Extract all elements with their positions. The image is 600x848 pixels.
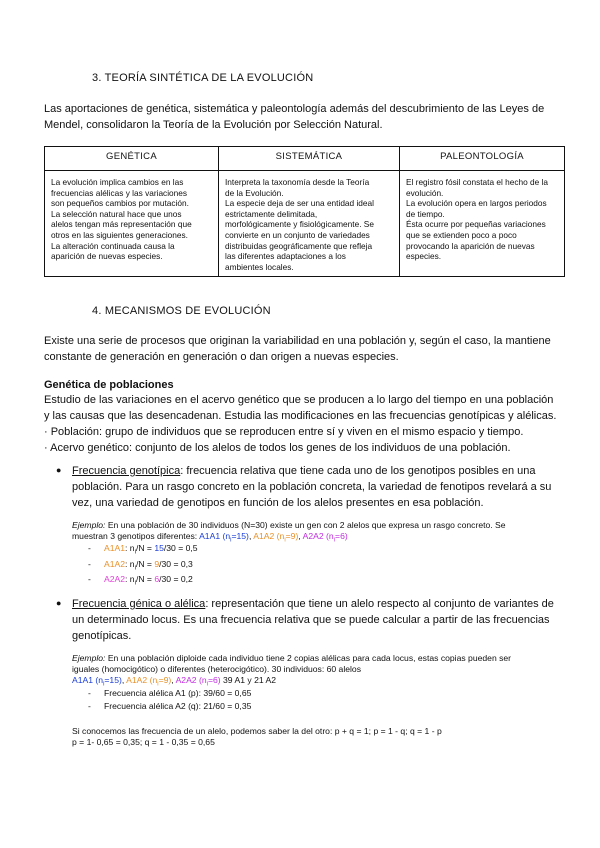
bullet-line: población. Para un rasgo concreto en la población concreta, la variedad de fenotipos revelará a su (72, 481, 552, 493)
calc-text: : n (125, 558, 135, 569)
cell-line: frecuencias alélicas y las variaciones (51, 187, 188, 198)
intro-line: Las aportaciones de genética, sistemática y paleontología además del descubrimiento de las Leyes de (44, 103, 545, 115)
cell-line: las diferentes adaptaciones a los (225, 251, 346, 262)
subscript: i (206, 681, 208, 688)
calc-genotype: A1A2 (104, 558, 126, 569)
bullet-frecuencia-genotipica (72, 463, 564, 511)
bullet-dot-icon: ● (56, 598, 62, 608)
subscript: i (134, 581, 136, 588)
calc-text: /N = (135, 558, 155, 569)
calc-row (88, 574, 198, 590)
cell-line: otros en las siguientes generaciones. (51, 229, 188, 240)
separator: , (298, 531, 303, 541)
cell-line: alelos tengan más representación que (51, 219, 192, 230)
cell-line: de la Evolución. (225, 187, 284, 198)
dash: - (88, 543, 91, 553)
cell-line: La evolución opera en largos periodos (406, 198, 547, 209)
section-3-intro (44, 101, 564, 133)
section-4-heading: 4. MECANISMOS DE EVOLUCIÓN (92, 305, 271, 317)
term-frecuencia-genotipica: Frecuencia genotípica (72, 465, 181, 477)
body-line: · Acervo genético: conjunto de los alelos de todos los genes de los individuos de una población. (44, 442, 511, 454)
cell-line: estrictamente delimitada, (225, 208, 318, 219)
separator: , (248, 531, 254, 541)
calc-text: /N = (135, 543, 155, 553)
body-line: · Población: grupo de individuos que se reproducen entre sí y viven en el mismo espacio y tiempo. (44, 426, 524, 438)
header-genetica: GENÉTICA (45, 147, 219, 171)
cell-line: La selección natural hace que unos (51, 208, 182, 219)
cell-line: La evolución implica cambios en las (51, 177, 184, 187)
calc-num: 9 (154, 558, 160, 569)
calc-text: /30 = 0,2 (159, 574, 193, 585)
bullet-line-rest: : frecuencia relativa que tiene cada uno de los genotipos posibles en una (180, 465, 536, 477)
freq-row (88, 701, 251, 712)
section-3-heading: 3. TEORÍA SINTÉTICA DE LA EVOLUCIÓN (92, 72, 314, 84)
calc-genotype: A1A1 (104, 543, 126, 553)
bullet-first-line (72, 596, 564, 612)
calc-text: /30 = 0,3 (159, 558, 193, 569)
calc-text: : n (125, 543, 135, 553)
example-line (72, 520, 572, 531)
genotype-count: =9) (158, 675, 172, 685)
genotype-calcs (88, 543, 198, 590)
genotype-count: =15) (231, 531, 249, 541)
genotype-a1a1 (72, 675, 122, 688)
example-line (72, 653, 572, 664)
calc-text: /N = (135, 574, 155, 585)
example-text: muestran 3 genotipos diferentes: (72, 531, 200, 541)
cell-line: La alteración continuada causa la (51, 240, 175, 251)
calc-num: 15 (154, 543, 164, 553)
cell-line: ambientes locales. (225, 261, 294, 272)
intro-line: constante de generación en generación o dan origen a nuevas especies. (44, 351, 399, 363)
header-sistematica: SISTEMÁTICA (219, 147, 400, 171)
example-text: En una población diploide cada individuo tiene 2 copias alélicas para cada locus, estas copias pueden ser (105, 653, 512, 663)
intro-line: Mendel, consolidaron la Teoría de la Evolución por Selección Natural. (44, 119, 383, 131)
cell-line: aparición de nuevas especies. (51, 251, 163, 262)
subscript: i (134, 549, 136, 556)
genotype-label: A2A2 (n (302, 531, 334, 541)
calc-text: /30 = 0,5 (163, 543, 198, 553)
bullet-line: vez, una variedad de genotipos en función de los alelos presentes en esa población. (72, 497, 484, 509)
genotype-count: =6) (207, 675, 221, 685)
bullet-frecuencia-genica (72, 596, 564, 644)
calc-text: : n (125, 574, 135, 585)
genotype-label: A1A1 (n (72, 675, 104, 685)
allele-freqs (88, 688, 251, 712)
dash: - (88, 701, 91, 711)
intro-line: Existe una serie de procesos que originan la variabilidad en una población y, según el caso, la mantiene (44, 335, 551, 347)
genotype-label: A1A1 (n (199, 531, 231, 541)
example-label: Ejemplo: (72, 520, 106, 530)
table-row (45, 171, 565, 277)
note-line: p = 1- 0,65 = 0,35; q = 1 - 0,35 = 0,65 (72, 737, 215, 747)
cell-line: de tiempo. (406, 208, 445, 219)
subheading-genetica-poblaciones: Genética de poblaciones (44, 379, 174, 391)
bullet-dot-icon: ● (56, 465, 62, 475)
cell-line: convierte en un conjunto de variedades (225, 229, 370, 240)
cell-line: especies. (406, 251, 442, 262)
subscript: i (157, 681, 159, 688)
section-4-intro (44, 333, 564, 365)
body-line: Estudio de las variaciones en el acervo genético que se producen a lo largo del tiempo en una población (44, 394, 554, 406)
calc-genotype: A2A2 (104, 574, 126, 585)
subscript: i (134, 565, 136, 572)
example-text: En una población de 30 individuos (N=30) existe un gen con 2 alelos que expresa un rasgo concreto. Se (105, 520, 506, 530)
freq-text: Frecuencia alélica A1 (p): 39/60 = 0,65 (104, 688, 252, 698)
separator: , (171, 675, 176, 685)
body-line: y las causas que las desencadenan. Estudia las modificaciones en las frecuencias genotípicas y alélicas. (44, 410, 557, 422)
cell-line: provocando la aparición de nuevas (406, 240, 535, 251)
cell-genetica (45, 171, 219, 277)
term-frecuencia-genica: Frecuencia génica o alélica (72, 598, 206, 610)
cell-line: son pequeños cambios por mutación. (51, 198, 189, 209)
cell-line: morfológicamente y fisiológicamente. Se (225, 219, 374, 230)
bullet-line-rest: : representación que tiene un alelo respecto al conjunto de variantes de (205, 598, 554, 610)
note-line: Si conocemos las frecuencia de un alelo, podemos saber la del otro: p + q = 1; p = 1 - q; q = 1 - p (72, 726, 442, 736)
cell-line: Ésta ocurre por pequeñas variaciones (406, 219, 546, 230)
calc-row (88, 559, 198, 575)
freq-text: Frecuencia alélica A2 (q): 21/60 = 0,35 (104, 701, 252, 711)
allele-note (72, 726, 442, 748)
cell-line: que se extienden poco a poco (406, 229, 517, 240)
subscript: i (230, 537, 232, 544)
bullet-first-line (72, 463, 564, 479)
genotype-a1a2 (126, 675, 172, 688)
genetica-poblaciones-body (44, 392, 574, 456)
cell-line: El registro fósil constata el hecho de la (406, 177, 549, 187)
genotype-count: =9) (285, 531, 299, 541)
genotype-a2a2 (302, 531, 348, 544)
genotype-count: =6) (335, 531, 348, 541)
cell-line: Interpreta la taxonomía desde la Teoría (225, 177, 370, 187)
calc-num: 6 (154, 574, 160, 585)
table-header-row (45, 147, 565, 171)
cell-paleontologia (400, 171, 565, 277)
calc-row (88, 543, 198, 559)
dash: - (88, 688, 91, 698)
genotype-a1a2 (253, 531, 299, 544)
header-paleontologia: PALEONTOLOGÍA (400, 147, 565, 171)
example-2 (72, 653, 572, 691)
subscript: i (103, 681, 105, 688)
example-label: Ejemplo: (72, 653, 106, 663)
cell-sistematica (219, 171, 400, 277)
subscript: i (284, 537, 286, 544)
dash: - (88, 574, 91, 585)
cell-line: evolución. (406, 187, 444, 198)
genotype-a2a2 (175, 675, 221, 688)
genotype-label: A1A2 (n (253, 531, 285, 541)
dash: - (88, 558, 91, 569)
freq-row (88, 688, 251, 699)
bullet-line: un determinado locus. Es una frecuencia relativa que se puede calcular a partir de las frecuencias (72, 614, 550, 626)
genotype-label: A2A2 (n (175, 675, 207, 685)
bullet-line: genotípicas. (72, 630, 132, 642)
genotype-a1a1 (199, 531, 249, 544)
evolution-table (44, 146, 565, 277)
genotype-count: =15) (104, 675, 122, 685)
example-line: iguales (homocigótico) o diferentes (heterocigótico). 30 individuos: 60 alelos (72, 664, 362, 674)
cell-line: distribuidas geográficamente que refleja (225, 240, 373, 251)
subscript: i (333, 537, 336, 544)
allele-totals: 39 A1 y 21 A2 (220, 675, 277, 685)
separator: , (121, 675, 127, 685)
cell-line: La especie deja de ser una entidad ideal (225, 198, 374, 209)
genotype-label: A1A2 (n (126, 675, 158, 685)
